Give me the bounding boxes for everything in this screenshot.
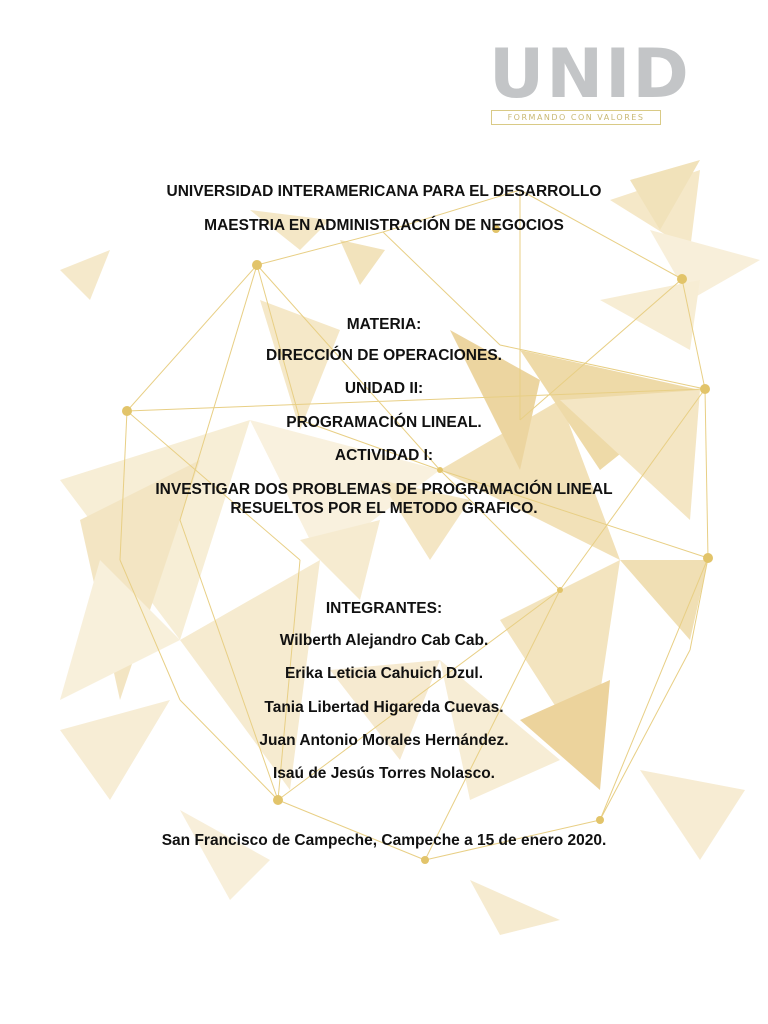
members-label: INTEGRANTES: (325, 600, 443, 617)
unit-value: PROGRAMACIÓN LINEAL. (286, 414, 482, 431)
background-facets (60, 160, 760, 935)
activity-label: ACTIVIDAD I: (334, 447, 434, 464)
facet (180, 810, 270, 900)
facet (60, 250, 110, 300)
activity-line-2: RESUELTOS POR EL METODO GRAFICO. (230, 500, 538, 517)
logo-wordmark: UNID (489, 35, 691, 114)
university-name: UNIVERSIDAD INTERAMERICANA PARA EL DESARROLLO (166, 183, 602, 200)
place-and-date: San Francisco de Campeche, Campeche a 15 de enero 2020. (161, 832, 607, 849)
member-name: Tania Libertad Higareda Cuevas. (264, 699, 504, 716)
member-name: Wilberth Alejandro Cab Cab. (279, 632, 489, 649)
facet (600, 280, 700, 350)
member-name: Juan Antonio Morales Hernández. (259, 732, 509, 749)
member-name: Isaú de Jesús Torres Nolasco. (273, 765, 495, 782)
facet (470, 880, 560, 935)
unit-label: UNIDAD II: (344, 380, 424, 397)
subject-value: DIRECCIÓN DE OPERACIONES. (266, 347, 502, 364)
logo-slogan: FORMANDO CON VALORES (491, 110, 661, 125)
facet (340, 240, 385, 285)
activity-line-1: INVESTIGAR DOS PROBLEMAS DE PROGRAMACIÓN LINEAL (155, 481, 613, 498)
subject-label: MATERIA: (346, 316, 422, 333)
program-name: MAESTRIA EN ADMINISTRACIÓN DE NEGOCIOS (204, 217, 564, 234)
unid-logo (489, 35, 691, 128)
member-name: Erika Leticia Cahuich Dzul. (284, 665, 484, 682)
